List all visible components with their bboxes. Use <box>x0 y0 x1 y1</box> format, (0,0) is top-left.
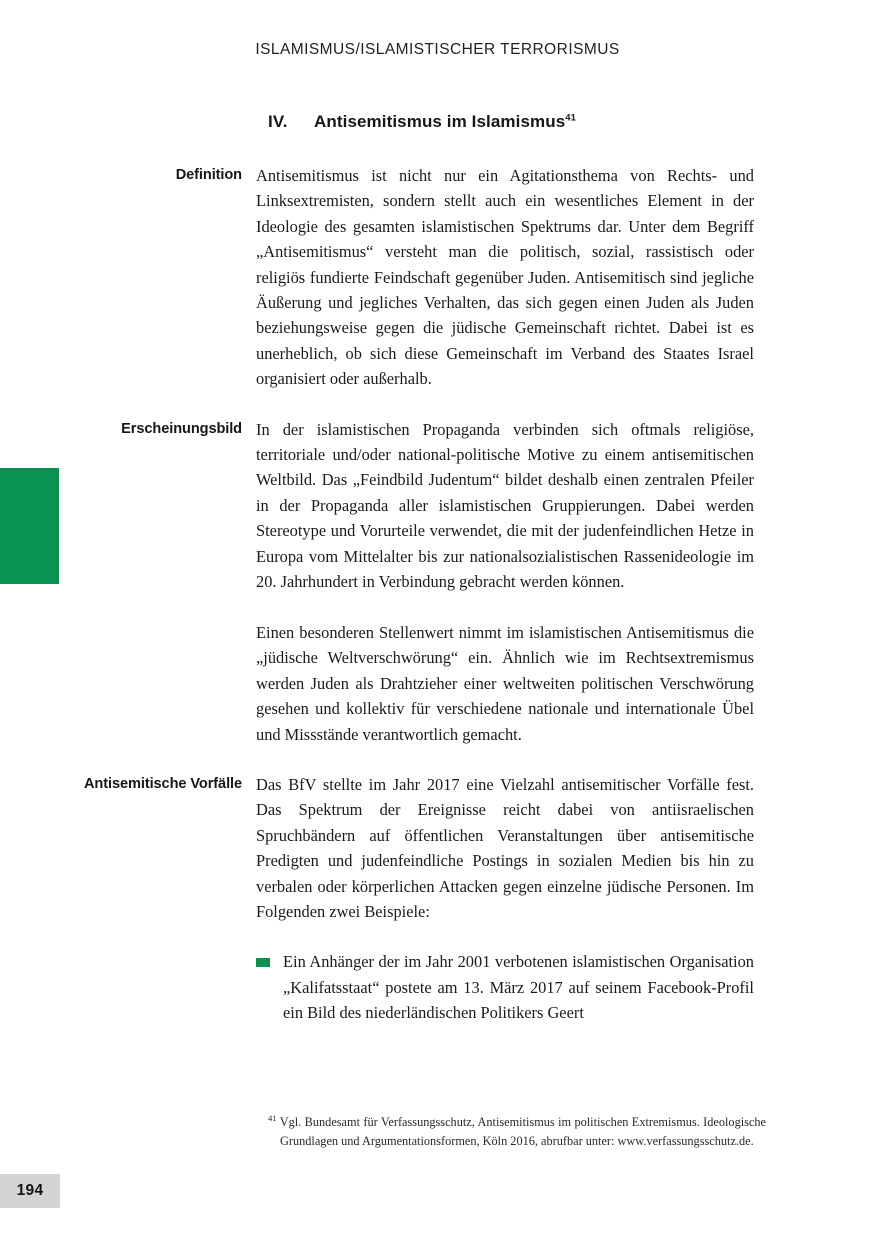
list-item-text: Ein Anhänger der im Jahr 2001 verbotenen islamistischen Organisation „Kalifatsstaat“ postete am 13. März 2017 auf seinem Facebook-Profil ein Bild des niederländischen Politikers Geert <box>283 952 754 1023</box>
square-bullet-icon <box>256 958 270 967</box>
section-numeral: IV. <box>268 112 288 131</box>
body-definition <box>256 163 754 392</box>
marginal-note-antisemitische-vorfaelle: Antisemitische Vorfälle <box>83 775 242 792</box>
running-head: ISLAMISMUS/ISLAMISTISCHER TERRORISMUS <box>255 41 620 58</box>
section-definition <box>0 163 875 392</box>
paragraph: Antisemitismus ist nicht nur ein Agitationsthema von Rechts- und Linksextremisten, sondern stellt auch ein wesentliches Element in der Ideologie des gesamten islamistischen Spektrums dar. Unter dem Begriff „Antisemitismus“ versteht man die politisch, sozial, rassistisch oder religiös fundierte Feindschaft gegenüber Juden. Antisemitisch sind jegliche Äußerung und jegliches Verhalten, das sich gegen einen Juden als Juden beziehungsweise gegen die jüdische Gemeinschaft richtet. Dabei ist es unerheblich, ob sich diese Gemeinschaft im Verband des Staates Israel organisiert oder außerhalb. <box>256 166 754 389</box>
section-erscheinungsbild <box>0 417 875 747</box>
spacer <box>0 924 875 949</box>
body-erscheinungsbild <box>256 417 754 747</box>
footnote-number: 41 <box>268 1112 277 1123</box>
section-heading <box>268 112 768 132</box>
paragraph-spacer <box>256 595 754 620</box>
section-antisemitische-vorfaelle <box>0 772 875 924</box>
body-antisemitische-vorfaelle <box>256 772 754 924</box>
footnote <box>268 1113 766 1151</box>
paragraph: In der islamistischen Propaganda verbinden sich oftmals religiöse, territoriale und/oder national-politische Motive zu einem antisemitischen Weltbild. Das „Feindbild Judentum“ bildet deshalb einen zentralen Pfeiler in der Propaganda aller islamistischen Gruppierungen. Dabei werden Stereotype und Vorurteile verwendet, die mit der judenfeindlichen Hetze in Europa vom Mittelalter bis zur nationalsozialistischen Rassenideologie im 20. Jahrhundert in Verbindung gebracht werden können. <box>256 419 754 592</box>
paragraph: Das BfV stellte im Jahr 2017 eine Vielzahl antisemitischer Vorfälle fest. Das Spektrum der Ereignisse reicht dabei von antiisraelischen Spruchbändern auf öffentlichen Veranstaltungen über antisemitische Predigten und judenfeindliche Postings in sozialen Medien bis hin zu verbalen oder körperlichen Attacken gegen einzelne jüdische Personen. Im Folgenden zwei Beispiele: <box>256 774 754 921</box>
marginal-note-erscheinungsbild: Erscheinungsbild <box>121 420 242 437</box>
page-number: 194 <box>16 1182 44 1199</box>
bullet-list <box>0 949 875 1025</box>
paragraph: Einen besonderen Stellenwert nimmt im islamistischen Antisemitismus die „jüdische Weltverschwörung“ ein. Ähnlich wie im Rechtsextremismus werden Juden als Drahtzieher einer weltweiten politischen Verschwörung gesehen und kollektiv für verschiedene nationale und internationale Übel und Missstände verantwortlich gemacht. <box>256 622 754 744</box>
spacer <box>0 747 875 772</box>
section-title: Antisemitismus im Islamismus <box>314 112 566 131</box>
footnote-text: Vgl. Bundesamt für Verfassungsschutz, Antisemitismus im politischen Extremismus. Ideologische Grundlagen und Argumentationsformen, Köln 2016, abrufbar unter: www.verfassungsschutz.de. <box>279 1115 766 1148</box>
list-item <box>256 949 754 1025</box>
spacer <box>0 392 875 417</box>
page-number-tab <box>0 1174 60 1208</box>
chapter-color-tab <box>0 468 59 584</box>
marginal-note-definition: Definition <box>175 167 242 183</box>
heading-footnote-ref: 41 <box>565 112 577 124</box>
footnote-body <box>268 1113 766 1151</box>
page-content <box>0 163 875 1026</box>
